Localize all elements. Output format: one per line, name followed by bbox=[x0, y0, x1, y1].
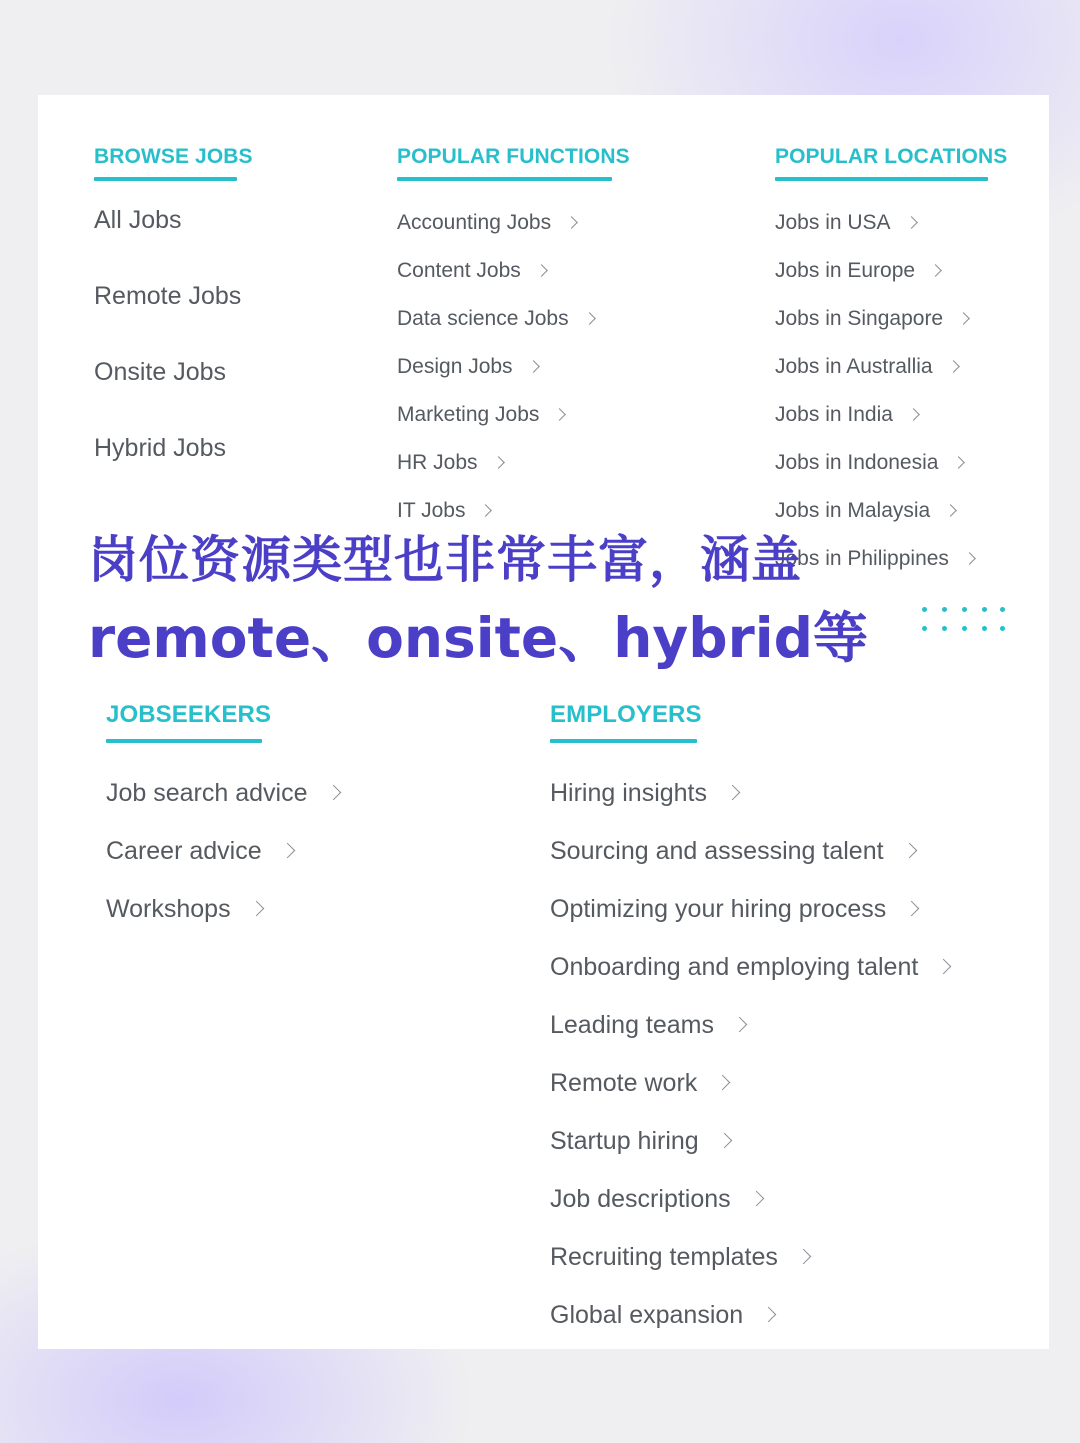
jobseekers-underline bbox=[106, 739, 262, 743]
employers-item-onboarding[interactable]: Onboarding and employing talent bbox=[550, 953, 949, 982]
chevron-right-icon bbox=[492, 456, 505, 469]
location-item-singapore[interactable]: Jobs in Singapore bbox=[775, 307, 968, 331]
jobseekers-item-job-search-advice[interactable]: Job search advice bbox=[106, 779, 339, 808]
chevron-right-icon bbox=[944, 504, 957, 517]
chevron-right-icon bbox=[936, 959, 952, 975]
chevron-right-icon bbox=[732, 1017, 748, 1033]
browse-item-onsite-jobs[interactable]: Onsite Jobs bbox=[94, 358, 227, 386]
chevron-right-icon bbox=[480, 504, 493, 517]
employers-item-leading-teams[interactable]: Leading teams bbox=[550, 1011, 745, 1040]
employers-item-startup-hiring[interactable]: Startup hiring bbox=[550, 1127, 730, 1156]
employers-item-global-expansion[interactable]: Global expansion bbox=[550, 1301, 774, 1330]
function-item-design[interactable]: Design Jobs bbox=[397, 355, 538, 379]
location-item-india[interactable]: Jobs in India bbox=[775, 403, 918, 427]
employers-item-job-descriptions[interactable]: Job descriptions bbox=[550, 1185, 762, 1214]
jobseekers-item-career-advice[interactable]: Career advice bbox=[106, 837, 293, 866]
chevron-right-icon bbox=[953, 456, 966, 469]
jobseekers-heading: JOBSEEKERS bbox=[106, 701, 272, 728]
location-item-philippines[interactable]: Jobs in Philippines bbox=[775, 547, 974, 571]
employers-heading: EMPLOYERS bbox=[550, 701, 702, 728]
chevron-right-icon bbox=[716, 1133, 732, 1149]
chevron-right-icon bbox=[796, 1249, 812, 1265]
browse-jobs-underline bbox=[94, 177, 237, 181]
popular-locations-underline bbox=[775, 177, 988, 181]
chevron-right-icon bbox=[904, 901, 920, 917]
function-item-data-science[interactable]: Data science Jobs bbox=[397, 307, 594, 331]
footer-links-card bbox=[38, 95, 1049, 1349]
function-item-it[interactable]: IT Jobs bbox=[397, 499, 490, 523]
jobseekers-item-workshops[interactable]: Workshops bbox=[106, 895, 262, 924]
chevron-right-icon bbox=[929, 264, 942, 277]
browse-item-hybrid-jobs[interactable]: Hybrid Jobs bbox=[94, 434, 226, 462]
chevron-right-icon bbox=[583, 312, 596, 325]
employers-item-remote-work[interactable]: Remote work bbox=[550, 1069, 728, 1098]
chevron-right-icon bbox=[279, 843, 295, 859]
chevron-right-icon bbox=[535, 264, 548, 277]
chevron-right-icon bbox=[901, 843, 917, 859]
browse-item-remote-jobs[interactable]: Remote Jobs bbox=[94, 282, 242, 310]
location-item-usa[interactable]: Jobs in USA bbox=[775, 211, 916, 235]
chevron-right-icon bbox=[761, 1307, 777, 1323]
function-item-hr[interactable]: HR Jobs bbox=[397, 451, 503, 475]
function-item-accounting[interactable]: Accounting Jobs bbox=[397, 211, 576, 235]
chevron-right-icon bbox=[748, 1191, 764, 1207]
location-item-australlia[interactable]: Jobs in Australlia bbox=[775, 355, 958, 379]
employers-item-optimizing[interactable]: Optimizing your hiring process bbox=[550, 895, 917, 924]
chevron-right-icon bbox=[907, 408, 920, 421]
chevron-right-icon bbox=[725, 785, 741, 801]
chevron-right-icon bbox=[527, 360, 540, 373]
employers-underline bbox=[550, 739, 697, 743]
chevron-right-icon bbox=[957, 312, 970, 325]
browse-jobs-heading: BROWSE JOBS bbox=[94, 145, 253, 168]
overlay-caption-line1: 岗位资源类型也非常丰富，涵盖 bbox=[88, 531, 802, 589]
function-item-content[interactable]: Content Jobs bbox=[397, 259, 546, 283]
location-item-europe[interactable]: Jobs in Europe bbox=[775, 259, 940, 283]
chevron-right-icon bbox=[325, 785, 341, 801]
chevron-right-icon bbox=[248, 901, 264, 917]
chevron-right-icon bbox=[565, 216, 578, 229]
chevron-right-icon bbox=[963, 552, 976, 565]
browse-item-all-jobs[interactable]: All Jobs bbox=[94, 206, 182, 234]
popular-functions-heading: POPULAR FUNCTIONS bbox=[397, 145, 630, 168]
employers-item-hiring-insights[interactable]: Hiring insights bbox=[550, 779, 738, 808]
employers-item-recruiting-templates[interactable]: Recruiting templates bbox=[550, 1243, 809, 1272]
function-item-marketing[interactable]: Marketing Jobs bbox=[397, 403, 564, 427]
overlay-caption-line2: remote、onsite、hybrid等 bbox=[88, 606, 868, 670]
location-item-malaysia[interactable]: Jobs in Malaysia bbox=[775, 499, 955, 523]
chevron-right-icon bbox=[715, 1075, 731, 1091]
chevron-right-icon bbox=[947, 360, 960, 373]
location-item-indonesia[interactable]: Jobs in Indonesia bbox=[775, 451, 963, 475]
popular-locations-heading: POPULAR LOCATIONS bbox=[775, 145, 1008, 168]
employers-item-sourcing[interactable]: Sourcing and assessing talent bbox=[550, 837, 915, 866]
chevron-right-icon bbox=[554, 408, 567, 421]
popular-functions-underline bbox=[397, 177, 612, 181]
chevron-right-icon bbox=[905, 216, 918, 229]
dots-pattern-icon bbox=[922, 607, 1006, 647]
